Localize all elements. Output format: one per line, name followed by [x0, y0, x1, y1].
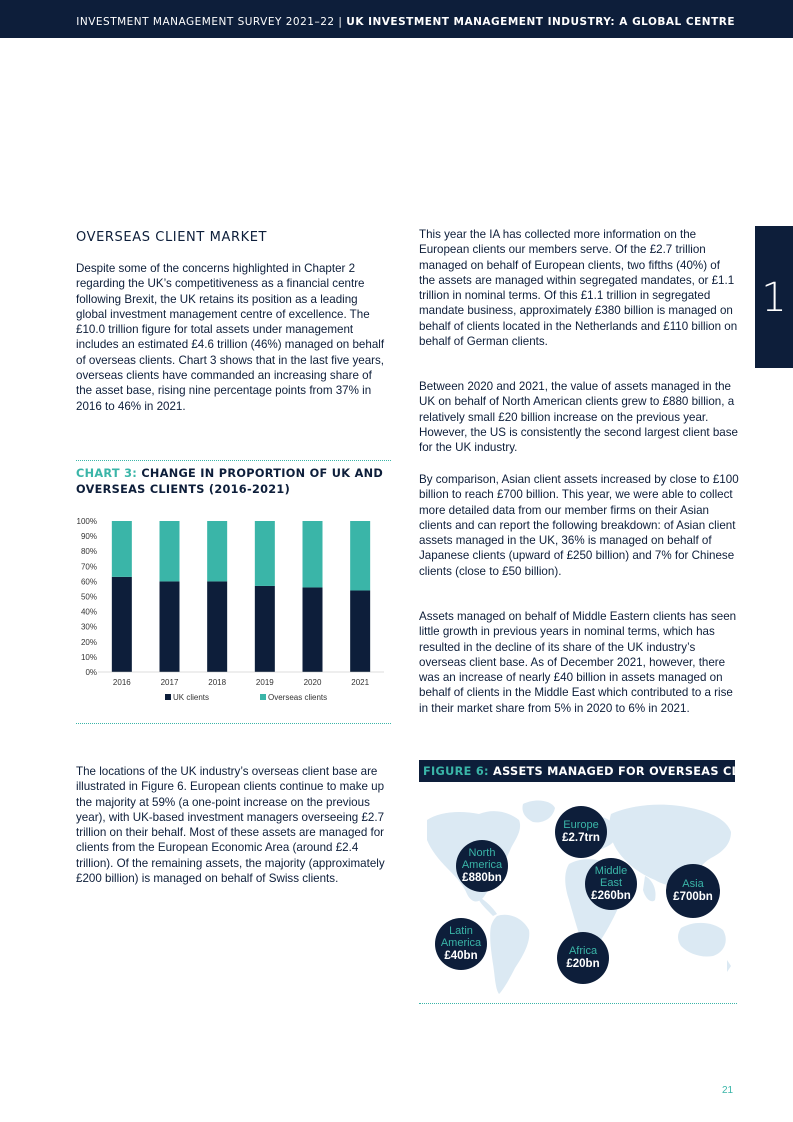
australia-land — [678, 923, 726, 957]
chart3-stacked-bar-chart — [60, 512, 390, 708]
region-value: £260bn — [591, 890, 631, 902]
divider — [76, 460, 391, 461]
region-name: Asia — [682, 878, 704, 890]
legend-label: Overseas clients — [268, 693, 328, 702]
chart-label-text: CHANGE IN PROPORTION OF UK AND OVERSEAS CLIENTS (2016-2021) — [76, 467, 384, 496]
y-tick-label: 0% — [85, 668, 97, 677]
y-tick-label: 40% — [80, 607, 97, 617]
x-tick-label: 2017 — [160, 678, 179, 687]
chart-title — [76, 466, 396, 497]
left-paragraph-1: Despite some of the concerns highlighted in Chapter 2 regarding the UK’s competitiveness as a financial centre following Brexit, the UK retains its position as a leading global investment management centre of excellence. The £10.0 trillion figure for total assets under management includes an estimated £4.6 trillion (46%) managed on behalf of overseas clients. Chart 3 shows that in the last five years, overseas clients have commanded an increasing share of the asset base, rising nine percentage points from 37% in 2016 to 46% in 2021. — [76, 262, 385, 413]
figure-title — [423, 765, 778, 778]
x-tick-label: 2021 — [351, 678, 370, 687]
region-value: £40bn — [444, 950, 478, 962]
legend-swatch — [165, 694, 171, 700]
south-america-land — [490, 915, 529, 994]
header-separator: | — [338, 16, 343, 28]
y-tick-label: 100% — [76, 517, 97, 526]
divider — [419, 1003, 737, 1004]
bar-uk-clients — [350, 590, 370, 672]
y-tick-label: 10% — [80, 652, 97, 662]
right-paragraph-1: This year the IA has collected more information on the European clients our members serve. Of the £2.7 trillion managed on behalf of European clients, two fifths (40%) of the assets are managed within segregated mandates, or £1.1 trillion in nominal terms. Of this £1.1 trillion in segregated mandate business, approximately £380 billion is managed on behalf of clients located in the Netherlands and £110 billion on behalf of German clients. — [419, 228, 738, 349]
region-value: £880bn — [462, 872, 502, 884]
header-right: UK INVESTMENT MANAGEMENT INDUSTRY: A GLOBAL CENTRE — [346, 16, 735, 28]
right-paragraph-2: Between 2020 and 2021, the value of assets managed in the UK on behalf of North American clients grew to £880 billion, a relatively small £20 billion increase on the previous year. However, the US is consistently the second largest client base for the UK industry. — [419, 380, 738, 455]
figure-title-bar — [419, 760, 778, 782]
x-tick-label: 2020 — [303, 678, 322, 687]
page-header — [0, 0, 793, 38]
greenland-land — [522, 801, 555, 823]
y-tick-label: 50% — [80, 592, 97, 602]
legend-swatch — [260, 694, 266, 700]
bar-overseas-clients — [303, 521, 323, 587]
world-map-figure — [419, 790, 737, 1000]
x-tick-label: 2018 — [208, 678, 227, 687]
bar-uk-clients — [207, 581, 227, 672]
y-tick-label: 60% — [80, 577, 97, 587]
bar-overseas-clients — [207, 521, 227, 581]
section-heading: OVERSEAS CLIENT MARKET — [76, 230, 268, 245]
region-name: Latin America — [440, 925, 482, 949]
bar-uk-clients — [303, 587, 323, 672]
region-value: £700bn — [673, 891, 713, 903]
south-asia-land — [643, 876, 656, 901]
region-name: Middle East — [594, 865, 628, 889]
bar-overseas-clients — [255, 521, 275, 586]
y-tick-label: 90% — [80, 532, 97, 542]
region-value: £2.7trn — [562, 832, 600, 844]
region-name: North America — [461, 847, 503, 871]
legend-label: UK clients — [173, 693, 210, 702]
bar-uk-clients — [255, 586, 275, 672]
figure-label-text: ASSETS MANAGED FOR OVERSEAS CLIENTS — [493, 765, 778, 778]
right-paragraph-3: By comparison, Asian client assets increased by close to £100 billion to reach £700 billion. This year, we were able to collect more detailed data from our member firms on their Asian clients and can report the following breakdown: of Asian client assets managed in the UK, 36% is managed on behalf of Japanese clients (upward of £250 billion) and 7% for Chinese clients (close to £50 billion). — [419, 473, 739, 578]
region-latin-america — [435, 918, 487, 970]
x-tick-label: 2019 — [255, 678, 274, 687]
region-asia — [666, 864, 720, 918]
new-zealand-land — [727, 960, 731, 972]
left-paragraph-2: The locations of the UK industry’s overseas client base are illustrated in Figure 6. European clients continue to make up the majority at 59% (a one-point increase on the previous year), with UK-based investment managers overseeing £2.7 trillion on their behalf. Most of these assets are managed for clients from the European Economic Area (around £2.4 trillion). Of the remaining assets, the majority (approximately £200 billion) is managed on behalf of Swiss clients. — [76, 765, 385, 886]
divider — [76, 723, 391, 724]
region-middle-east — [585, 858, 637, 910]
page-number: 21 — [722, 1085, 734, 1096]
right-paragraph-4: Assets managed on behalf of Middle Eastern clients has seen little growth in previous years in nominal terms, which has resulted in the decline of its share of the UK industry’s overseas client base. As of December 2021, however, there was an increase of nearly £40 billion in assets managed on behalf of clients in the Middle East which contributed to a rise in their market share from 5% in 2020 to 6% in 2021. — [419, 610, 737, 715]
y-tick-label: 20% — [80, 637, 97, 647]
y-tick-label: 30% — [80, 622, 97, 632]
bar-overseas-clients — [112, 521, 132, 577]
region-name: Europe — [563, 819, 599, 831]
region-north-america — [456, 840, 508, 892]
header-left: INVESTMENT MANAGEMENT SURVEY 2021–22 — [76, 16, 335, 28]
region-africa — [557, 932, 609, 984]
chapter-number: 1 — [761, 275, 787, 321]
bar-uk-clients — [160, 581, 180, 672]
bar-overseas-clients — [160, 521, 180, 581]
figure-label-prefix: FIGURE 6: — [423, 765, 489, 778]
central-america-land — [479, 898, 497, 916]
x-tick-label: 2016 — [112, 678, 131, 687]
region-value: £20bn — [566, 958, 600, 970]
y-tick-label: 70% — [80, 562, 97, 572]
chart-label-prefix: CHART 3: — [76, 467, 138, 480]
bar-overseas-clients — [350, 521, 370, 590]
region-name: Africa — [568, 945, 598, 957]
y-tick-label: 80% — [80, 547, 97, 557]
chapter-tab — [755, 226, 793, 368]
header-text — [76, 16, 735, 28]
bar-uk-clients — [112, 577, 132, 672]
region-europe — [555, 806, 607, 858]
